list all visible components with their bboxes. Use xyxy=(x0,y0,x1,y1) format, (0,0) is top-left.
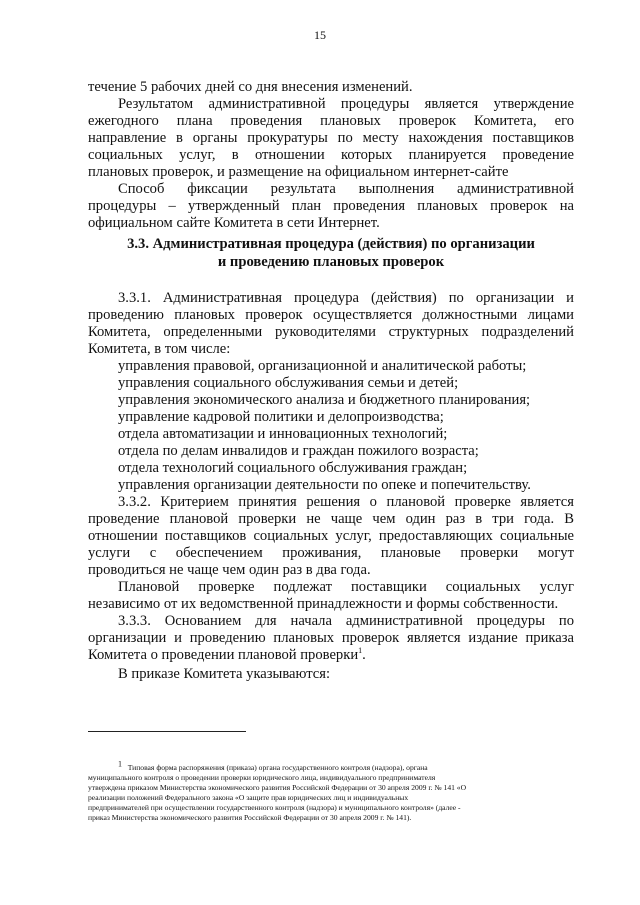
body-line: Комитета, определенными руководителями структурных подразделений xyxy=(88,324,574,340)
body-line: 3.3.2. Критерием принятия решения о плановой проверке является xyxy=(118,494,574,510)
footnote-line: приказ Министерства экономического развития Российской Федерации от 30 апреля 2009 г. № 141). xyxy=(88,813,412,822)
list-item: отдела по делам инвалидов и граждан пожилого возраста; xyxy=(118,443,479,459)
list-item: управление кадровой политики и делопроизводства; xyxy=(118,409,444,425)
footnote-divider xyxy=(88,731,246,732)
body-line: социальных услуг, в отношении которых планируется проведение xyxy=(88,147,574,163)
body-line: Комитета, в том числе: xyxy=(88,341,231,357)
list-item: управления правовой, организационной и аналитической работы; xyxy=(118,358,527,374)
list-item: отдела технологий социального обслуживания граждан; xyxy=(118,460,468,476)
body-line: течение 5 рабочих дней со дня внесения изменений. xyxy=(88,79,413,95)
body-line: ежегодного плана проведения плановых проверок Комитета, его xyxy=(88,113,574,129)
list-item: управления социального обслуживания семьи и детей; xyxy=(118,375,459,391)
footnote-reference[interactable]: 1 xyxy=(358,646,363,656)
section-heading: и проведению плановых проверок xyxy=(217,254,445,270)
body-line: 3.3.1. Административная процедура (действия) по организации и xyxy=(118,290,574,306)
body-line: 3.3.3. Основанием для начала административной процедуры по xyxy=(118,613,574,629)
body-line: проведению плановых проверок осуществляется должностными лицами xyxy=(88,307,574,323)
footnote-line: муниципального контроля о проведении проверки юридического лица, индивидуального предпринимателя xyxy=(88,773,436,782)
body-line: отношении поставщиков социальных услуг, предоставляющих социальные xyxy=(88,528,574,544)
body-line: проводиться не чаще чем один раз в два года. xyxy=(88,562,371,578)
list-item: управления экономического анализа и бюджетного планирования; xyxy=(118,392,531,408)
body-line: В приказе Комитета указываются: xyxy=(118,666,331,682)
body-line: проведение плановой проверки не чаще чем один раз в три года. В xyxy=(88,511,574,527)
body-line: Плановой проверке подлежат поставщики социальных услуг xyxy=(118,579,574,595)
body-line: независимо от их ведомственной принадлежности и формы собственности. xyxy=(88,596,559,612)
list-item: управления организации деятельности по опеке и попечительству. xyxy=(118,477,531,493)
footnote-line: утверждена приказом Министерства экономического развития Российской Федерации от 30 апреля 2009 г. № 141 «О xyxy=(88,783,467,792)
section-heading: 3.3. Административная процедура (действия) по организации xyxy=(127,236,535,252)
body-line: организации и проведению плановых проверок является издание приказа xyxy=(88,630,574,646)
body-line: официальном сайте Комитета в сети Интернет. xyxy=(88,215,380,231)
body-line: Способ фиксации результата выполнения административной xyxy=(118,181,574,197)
list-item: отдела автоматизации и инновационных технологий; xyxy=(118,426,448,442)
footnote-marker: 1 xyxy=(118,759,122,769)
footnote-line: предпринимателей при осуществлении государственного контроля (надзора) и муниципального контроля» (далее - xyxy=(88,803,461,812)
footnote-line: $^1$ Типовая форма распоряжения (приказа) органа государственного контроля (надзора), органа xyxy=(118,759,428,772)
body-line: Результатом административной процедуры является утверждение xyxy=(118,96,574,112)
page-number: 15 xyxy=(314,28,326,42)
body-line: направление в органы прокуратуры по месту нахождения поставщиков xyxy=(88,130,574,146)
body-line: услуги с обеспечением проживания, плановые проверки могут xyxy=(88,545,574,561)
body-line-text: Комитета о проведении плановой проверки xyxy=(88,647,359,663)
body-line: процедуры – утвержденный план проведения плановых проверок на xyxy=(88,198,574,214)
footnote-line: реализации положений Федерального закона «О защите прав юридических лиц и индивидуальных xyxy=(88,793,409,802)
body-line: плановых проверок, и размещение на официальном интернет-сайте xyxy=(88,164,509,180)
body-line: Комитета о проведении плановой проверки$^1$. xyxy=(88,646,366,663)
